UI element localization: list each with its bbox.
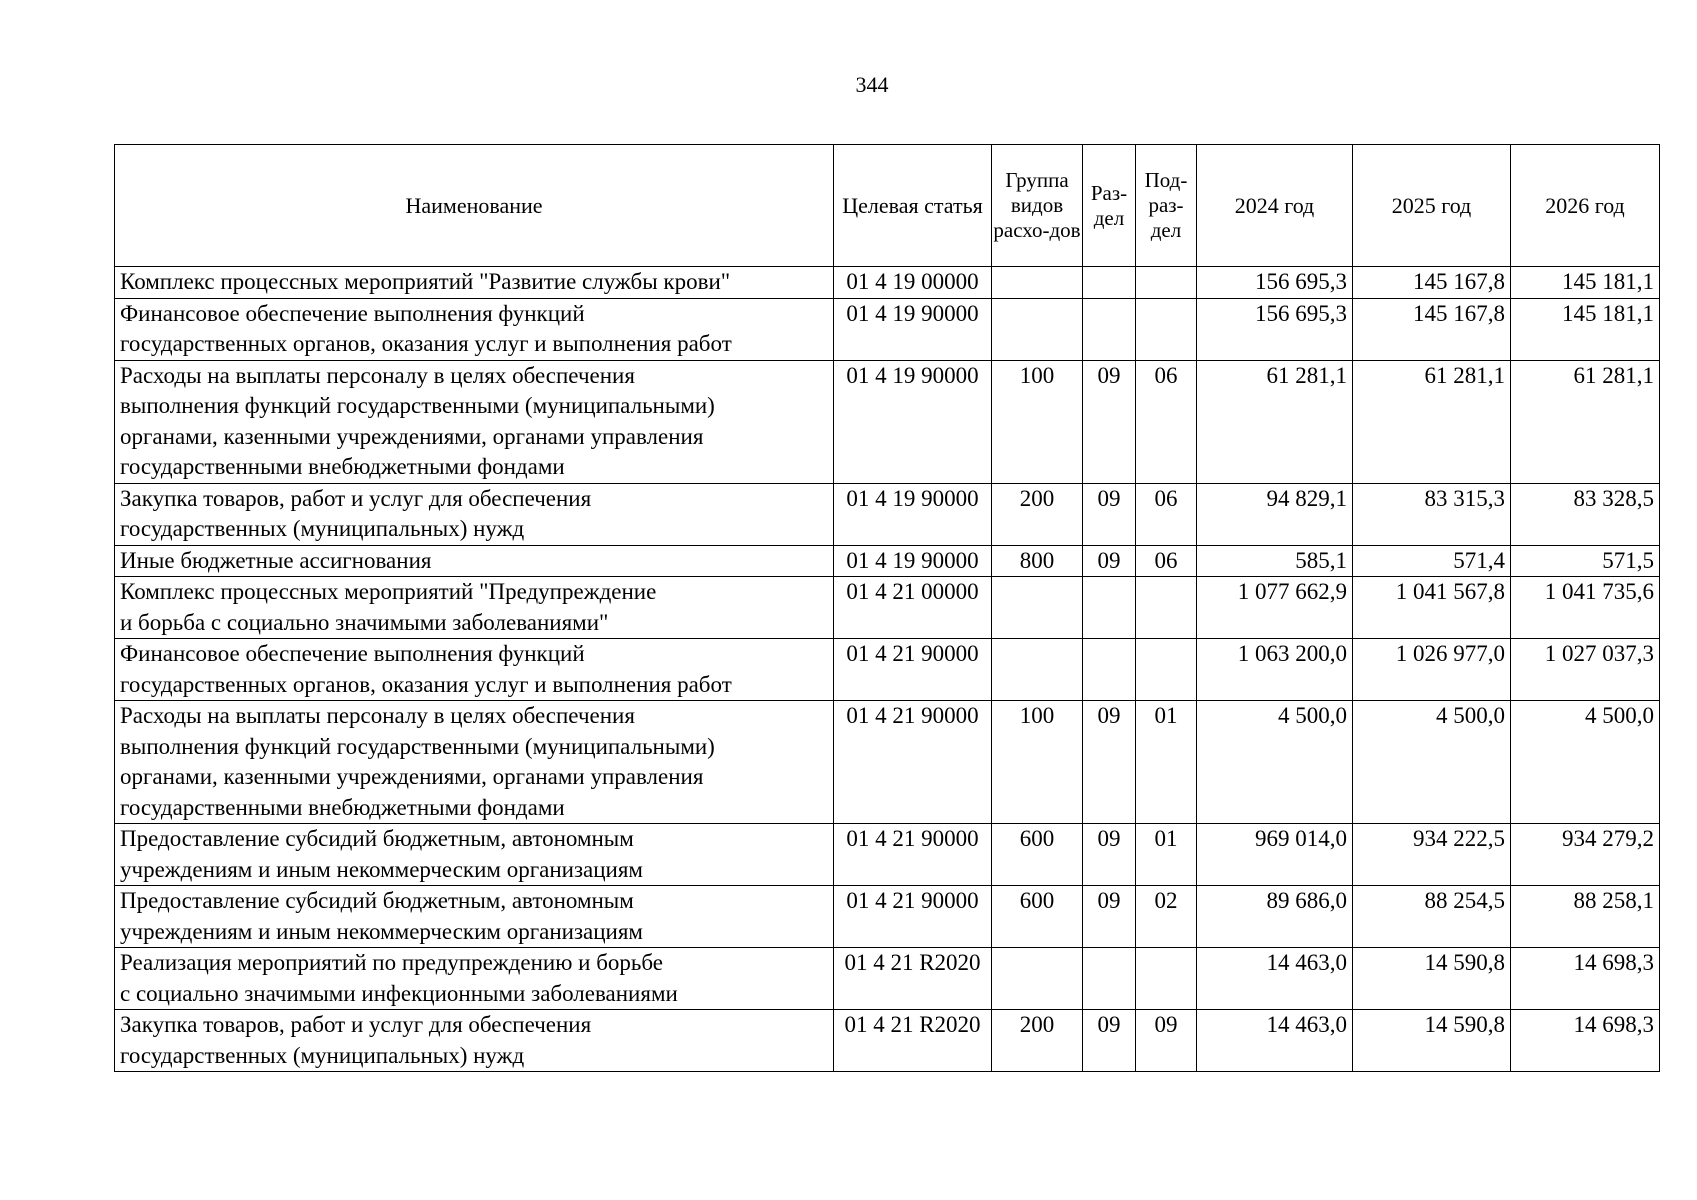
- cell-2025: 1 041 567,8: [1353, 577, 1511, 639]
- cell-2026: 934 279,2: [1511, 824, 1660, 886]
- cell-2025: 934 222,5: [1353, 824, 1511, 886]
- cell-2025: 145 167,8: [1353, 267, 1511, 299]
- cell-2026: 145 181,1: [1511, 267, 1660, 299]
- cell-2026: 571,5: [1511, 545, 1660, 577]
- cell-2025: 14 590,8: [1353, 1010, 1511, 1072]
- cell-name: Расходы на выплаты персоналу в целях обеспечения выполнения функций государственными (муниципальными) органами, казенными учреждениями, органами управления государственными внебюджетными фондами: [115, 701, 834, 824]
- cell-subsection: [1136, 639, 1197, 701]
- cell-2026: 145 181,1: [1511, 298, 1660, 360]
- cell-section: 09: [1083, 360, 1136, 483]
- cell-2024: 14 463,0: [1197, 1010, 1353, 1072]
- cell-2024: 585,1: [1197, 545, 1353, 577]
- cell-2026: 61 281,1: [1511, 360, 1660, 483]
- cell-target-code: 01 4 19 00000: [834, 267, 992, 299]
- page-number: 344: [855, 72, 889, 97]
- cell-expense-group: 100: [992, 360, 1083, 483]
- cell-expense-group: [992, 267, 1083, 299]
- cell-section: [1083, 577, 1136, 639]
- cell-2025: 14 590,8: [1353, 948, 1511, 1010]
- table-row: [115, 948, 1660, 1010]
- cell-name: Закупка товаров, работ и услуг для обеспечения государственных (муниципальных) нужд: [115, 483, 834, 545]
- cell-section: [1083, 948, 1136, 1010]
- cell-2026: 83 328,5: [1511, 483, 1660, 545]
- cell-2024: 1 063 200,0: [1197, 639, 1353, 701]
- header-section: Раз-дел: [1083, 145, 1136, 267]
- cell-target-code: 01 4 21 R2020: [834, 1010, 992, 1072]
- header-row: [115, 145, 1660, 267]
- table-row: [115, 886, 1660, 948]
- cell-2024: 14 463,0: [1197, 948, 1353, 1010]
- cell-subsection: 01: [1136, 701, 1197, 824]
- cell-section: 09: [1083, 1010, 1136, 1072]
- cell-target-code: 01 4 21 90000: [834, 886, 992, 948]
- cell-2025: 61 281,1: [1353, 360, 1511, 483]
- cell-name: Финансовое обеспечение выполнения функций государственных органов, оказания услуг и выполнения работ: [115, 298, 834, 360]
- cell-section: 09: [1083, 701, 1136, 824]
- header-group: Группа видов расхо-дов: [992, 145, 1083, 267]
- cell-expense-group: 200: [992, 483, 1083, 545]
- cell-name: Финансовое обеспечение выполнения функций государственных органов, оказания услуг и выполнения работ: [115, 639, 834, 701]
- cell-subsection: [1136, 948, 1197, 1010]
- header-name: Наименование: [115, 145, 834, 267]
- cell-2026: 1 027 037,3: [1511, 639, 1660, 701]
- cell-expense-group: [992, 577, 1083, 639]
- cell-section: 09: [1083, 545, 1136, 577]
- cell-name: Расходы на выплаты персоналу в целях обеспечения выполнения функций государственными (муниципальными) органами, казенными учреждениями, органами управления государственными внебюджетными фондами: [115, 360, 834, 483]
- cell-2024: 1 077 662,9: [1197, 577, 1353, 639]
- cell-section: [1083, 267, 1136, 299]
- cell-subsection: 09: [1136, 1010, 1197, 1072]
- cell-expense-group: 800: [992, 545, 1083, 577]
- table-body: [115, 267, 1660, 1072]
- header-2025: 2025 год: [1353, 145, 1511, 267]
- cell-name: Иные бюджетные ассигнования: [115, 545, 834, 577]
- cell-expense-group: [992, 948, 1083, 1010]
- cell-2025: 571,4: [1353, 545, 1511, 577]
- cell-section: 09: [1083, 886, 1136, 948]
- cell-target-code: 01 4 21 90000: [834, 639, 992, 701]
- cell-target-code: 01 4 19 90000: [834, 483, 992, 545]
- cell-2025: 1 026 977,0: [1353, 639, 1511, 701]
- cell-2026: 88 258,1: [1511, 886, 1660, 948]
- cell-section: [1083, 298, 1136, 360]
- cell-2024: 89 686,0: [1197, 886, 1353, 948]
- table-row: [115, 701, 1660, 824]
- cell-name: Комплекс процессных мероприятий "Развитие службы крови": [115, 267, 834, 299]
- cell-subsection: [1136, 298, 1197, 360]
- table-row: [115, 1010, 1660, 1072]
- cell-expense-group: 100: [992, 701, 1083, 824]
- cell-2025: 88 254,5: [1353, 886, 1511, 948]
- cell-subsection: 06: [1136, 483, 1197, 545]
- budget-table: [114, 144, 1660, 1072]
- cell-subsection: 01: [1136, 824, 1197, 886]
- table-row: [115, 298, 1660, 360]
- cell-section: 09: [1083, 483, 1136, 545]
- table-row: [115, 577, 1660, 639]
- cell-name: Комплекс процессных мероприятий "Предупреждение и борьба с социально значимыми заболеваниями": [115, 577, 834, 639]
- cell-subsection: [1136, 267, 1197, 299]
- cell-2025: 83 315,3: [1353, 483, 1511, 545]
- cell-expense-group: [992, 639, 1083, 701]
- cell-target-code: 01 4 21 90000: [834, 824, 992, 886]
- cell-name: Предоставление субсидий бюджетным, автономным учреждениям и иным некоммерческим организациям: [115, 886, 834, 948]
- cell-subsection: 06: [1136, 360, 1197, 483]
- cell-2024: 61 281,1: [1197, 360, 1353, 483]
- table-row: [115, 267, 1660, 299]
- cell-expense-group: 200: [992, 1010, 1083, 1072]
- cell-2024: 156 695,3: [1197, 298, 1353, 360]
- cell-target-code: 01 4 21 R2020: [834, 948, 992, 1010]
- header-target: Целевая статья: [834, 145, 992, 267]
- cell-2025: 4 500,0: [1353, 701, 1511, 824]
- cell-target-code: 01 4 21 00000: [834, 577, 992, 639]
- header-2026: 2026 год: [1511, 145, 1660, 267]
- cell-section: 09: [1083, 824, 1136, 886]
- table-row: [115, 545, 1660, 577]
- cell-2024: 969 014,0: [1197, 824, 1353, 886]
- cell-2026: 14 698,3: [1511, 948, 1660, 1010]
- cell-2024: 4 500,0: [1197, 701, 1353, 824]
- cell-target-code: 01 4 19 90000: [834, 360, 992, 483]
- table-row: [115, 824, 1660, 886]
- table-row: [115, 483, 1660, 545]
- header-2024: 2024 год: [1197, 145, 1353, 267]
- table-row: [115, 360, 1660, 483]
- cell-subsection: [1136, 577, 1197, 639]
- cell-section: [1083, 639, 1136, 701]
- cell-2026: 1 041 735,6: [1511, 577, 1660, 639]
- cell-2025: 145 167,8: [1353, 298, 1511, 360]
- cell-target-code: 01 4 19 90000: [834, 545, 992, 577]
- cell-expense-group: [992, 298, 1083, 360]
- cell-expense-group: 600: [992, 824, 1083, 886]
- cell-2024: 156 695,3: [1197, 267, 1353, 299]
- cell-target-code: 01 4 19 90000: [834, 298, 992, 360]
- cell-subsection: 02: [1136, 886, 1197, 948]
- table-row: [115, 639, 1660, 701]
- cell-2026: 14 698,3: [1511, 1010, 1660, 1072]
- header-subsection: Под-раз-дел: [1136, 145, 1197, 267]
- cell-name: Закупка товаров, работ и услуг для обеспечения государственных (муниципальных) нужд: [115, 1010, 834, 1072]
- cell-name: Реализация мероприятий по предупреждению и борьбе с социально значимыми инфекционными заболеваниями: [115, 948, 834, 1010]
- cell-2024: 94 829,1: [1197, 483, 1353, 545]
- cell-target-code: 01 4 21 90000: [834, 701, 992, 824]
- cell-name: Предоставление субсидий бюджетным, автономным учреждениям и иным некоммерческим организациям: [115, 824, 834, 886]
- cell-expense-group: 600: [992, 886, 1083, 948]
- cell-subsection: 06: [1136, 545, 1197, 577]
- cell-2026: 4 500,0: [1511, 701, 1660, 824]
